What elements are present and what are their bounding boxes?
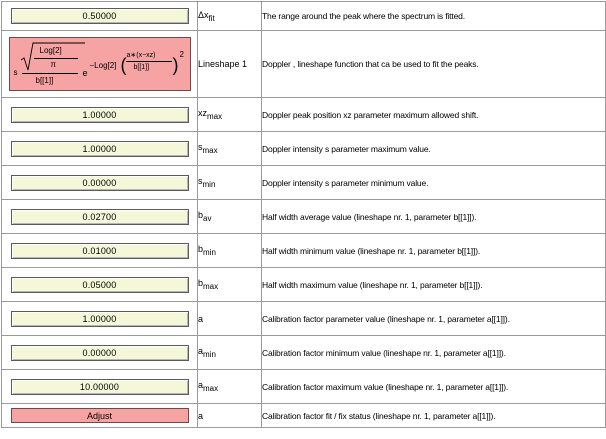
main-fraction-bar: [22, 73, 78, 74]
table-row: [2, 132, 606, 166]
param-name: a: [198, 404, 262, 428]
param-name: $b_{max}$: [198, 268, 262, 302]
parameter-table: [1, 1, 606, 428]
param-description: Doppler peak position xz parameter maximum allowed shift.: [262, 98, 606, 132]
param-description: Doppler intensity s parameter maximum value.: [262, 132, 606, 166]
param-description: Doppler , lineshape function that ca be used to fit the peaks.: [262, 31, 606, 98]
value-field-a-min[interactable]: 0.00000: [11, 345, 189, 361]
exp-base: e: [82, 68, 88, 78]
param-name: $s_{min}$: [198, 166, 262, 200]
formula-prefix: s: [13, 68, 18, 77]
table-row: [2, 234, 606, 268]
value-field-a-max[interactable]: 10.00000: [11, 379, 189, 395]
param-name: a: [198, 302, 262, 336]
table-row: [2, 370, 606, 404]
table-row: [2, 98, 606, 132]
sqrt-numerator: Log[2]: [39, 46, 62, 55]
lineshape-formula-field[interactable]: [9, 37, 191, 91]
table-row: [2, 200, 606, 234]
table-row: [2, 404, 606, 428]
value-field-b-max[interactable]: 0.05000: [11, 277, 189, 293]
sqrt-denominator: π: [50, 60, 57, 69]
exponent-power: 2: [179, 50, 184, 59]
adjust-button[interactable]: Adjust: [11, 408, 189, 423]
table-row: [2, 268, 606, 302]
value-field-s-min[interactable]: 0.00000: [11, 175, 189, 191]
param-description: Half width minimum value (lineshape nr. 1, parameter b[[1]]).: [262, 234, 606, 268]
table-row: [2, 166, 606, 200]
param-name: $b_{av}$: [198, 200, 262, 234]
value-field-b-av[interactable]: 0.02700: [11, 209, 189, 225]
param-name: $s_{max}$: [198, 132, 262, 166]
param-name: $a_{max}$: [198, 370, 262, 404]
value-field-s-max[interactable]: 1.00000: [11, 141, 189, 157]
table-row: [2, 302, 606, 336]
inner-numerator: a∗(x−xz): [126, 52, 156, 59]
exp-coefficient: −Log[2]: [89, 61, 117, 70]
inner-fraction-bar: [126, 61, 172, 62]
param-description: Calibration factor maximum value (lineshape nr. 1, parameter a[[1]]).: [262, 370, 606, 404]
param-name: $\Delta x_{fit}$: [198, 2, 262, 31]
param-description: Half width maximum value (lineshape nr. 1, parameter b[[1]]).: [262, 268, 606, 302]
param-name: Lineshape 1: [198, 31, 262, 98]
value-field-dx-fit[interactable]: 0.50000: [11, 8, 189, 24]
value-field-a[interactable]: 1.00000: [11, 311, 189, 327]
inner-denominator: b[[1]]: [133, 64, 150, 71]
param-description: Calibration factor minimum value (lineshape nr. 1, parameter a[[1]]).: [262, 336, 606, 370]
param-name: $b_{min}$: [198, 234, 262, 268]
value-field-xz-max[interactable]: 1.00000: [11, 107, 189, 123]
param-description: The range around the peak where the spectrum is fitted.: [262, 2, 606, 31]
sqrt-fraction-bar: [34, 58, 78, 59]
param-description: Calibration factor fit / fix status (lineshape nr. 1, parameter a[[1]]).: [262, 404, 606, 428]
value-field-b-min[interactable]: 0.01000: [11, 243, 189, 259]
table-row: [2, 31, 606, 98]
main-denominator: b[[1]]: [35, 76, 54, 85]
close-paren: ): [172, 55, 179, 75]
param-description: Half width average value (lineshape nr. 1, parameter b[[1]]).: [262, 200, 606, 234]
table-row: [2, 2, 606, 31]
param-name: $xz_{max}$: [198, 98, 262, 132]
table-row: [2, 336, 606, 370]
open-paren: (: [120, 55, 127, 75]
param-name: $a_{min}$: [198, 336, 262, 370]
param-description: Calibration factor parameter value (lineshape nr. 1, parameter a[[1]]).: [262, 302, 606, 336]
param-description: Doppler intensity s parameter minimum value.: [262, 166, 606, 200]
